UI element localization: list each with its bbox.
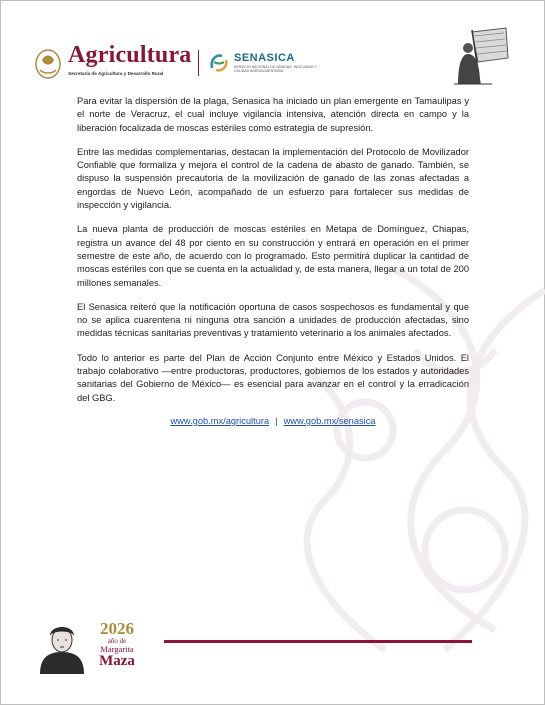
margarita-maza-portrait [36,618,88,674]
agricultura-link[interactable]: www.gob.mx/agricultura [170,415,270,426]
year-commemoration [92,620,142,669]
year-number: 2026 [100,619,134,638]
paragraph-notificacion: El Senasica reiteró que la notificación oportuna de casos sospechosos es fundamental y que no se aplica cuarentena ni ninguna otra sanción a unidades de producción afectadas, sino medidas técnicas sanitarias preventivas y tratamiento veterinario a los animales afectados. [77,301,469,339]
link-separator: | [275,415,278,426]
press-release-body [77,95,469,426]
footer-divider-line [164,640,472,643]
footer-links [77,416,469,426]
paragraph-medidas-complementarias: Entre las medidas complementarias, destacan la implementación del Protocolo de Movilizador Confiable que formaliza y mejora el control de la cadena de abasto de ganado. También, se dispuso la suspensión precautoria de la movilización de ganado de las zonas afectadas a engordas de Nuevo León, acompañado de un esfuerzo para fortalecer sus medidas de inspección y vigilancia. [77,146,469,211]
year-name-first: Margarita [100,644,134,654]
logo-divider [198,50,199,76]
senasica-logo-text: SENASICA [234,52,295,64]
agricultura-subtitle: Secretaría de Agricultura y Desarrollo Rural [68,71,164,76]
flag-bearer-illustration [452,24,514,86]
senasica-logo-icon [208,50,230,74]
senasica-subtitle: SERVICIO NACIONAL DE SANIDAD, INOCUIDAD Y CALIDAD AGROALIMENTARIA [234,65,317,73]
paragraph-plan-accion: Todo lo anterior es parte del Plan de Acción Conjunto entre México y Estados Unidos. El trabajo colaborativo —entre productoras, productores, gobiernos de los estados y autoridades sanitarias del Gobierno de México— es esencial para avanzar en el control y la erradicación del GBG. [77,352,469,403]
paragraph-planta-produccion: La nueva planta de producción de moscas estériles en Metapa de Domínguez, Chiapas, registra un avance del 48 por ciento en su construcción y entrará en operación en el primer semestre de este año, de acuerdo con lo programado. Esto permitirá duplicar la cantidad de moscas estériles con que se cuenta en la actualidad y, de esta manera, llegar a un total de 200 millones semanales. [77,224,469,288]
year-name-last: Maza [99,653,135,669]
senasica-link[interactable]: www.gob.mx/senasica [283,415,376,426]
year-subtitle: año de [107,637,127,645]
agricultura-logo-text: Agricultura [68,42,192,68]
paragraph-plan-emergente: Para evitar la dispersión de la plaga, Senasica ha iniciado un plan emergente en Tamaulipas y el norte de Veracruz, el cual incluye vigilancia intensiva, atención directa en campo y la liberación focalizada de moscas estériles como estrategia de supresión. [77,96,469,133]
header [30,40,330,86]
national-seal-icon [34,46,62,80]
